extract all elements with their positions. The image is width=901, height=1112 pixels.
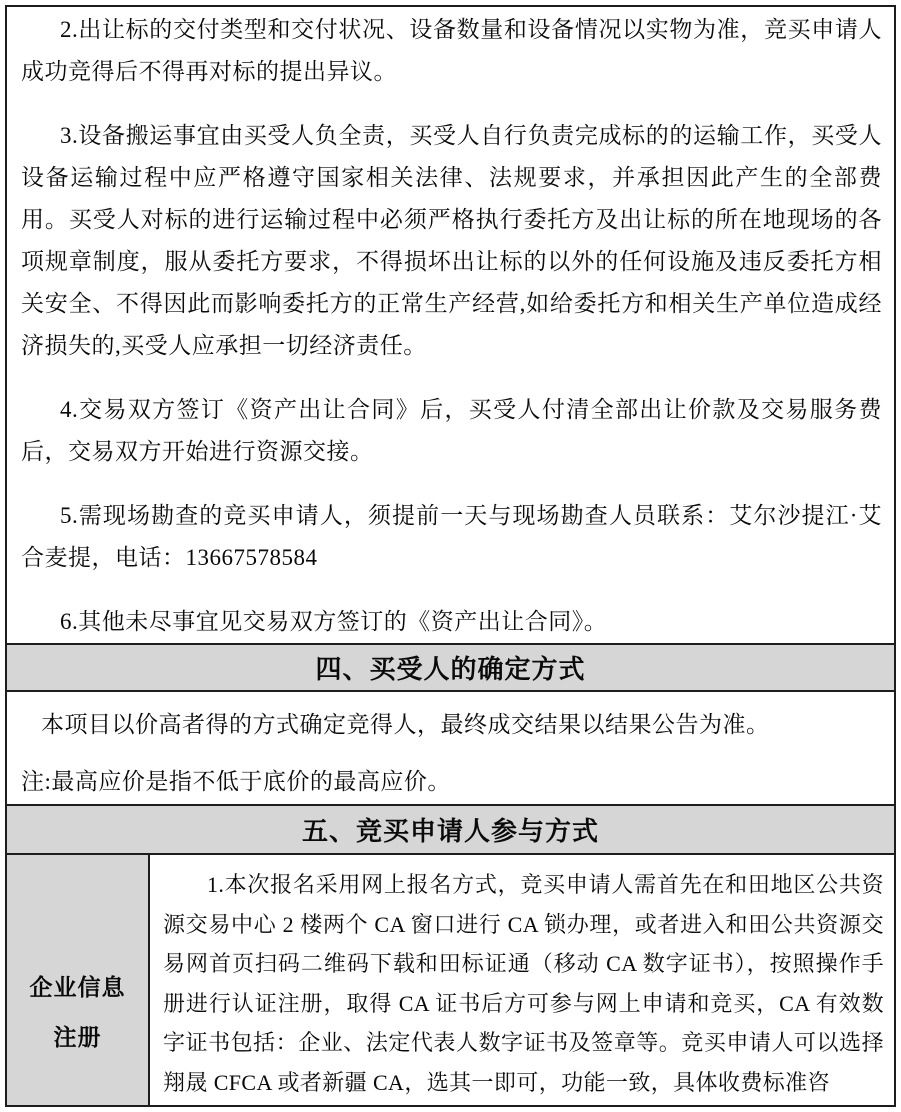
section4-header-band <box>7 643 894 692</box>
section-terms <box>7 7 894 643</box>
registration-label-line2: 注册 <box>53 1025 102 1050</box>
registration-row <box>7 855 894 1105</box>
term-paragraph-4: 4.交易双方签订《资产出让合同》后，买受人付清全部出让价款及交易服务费后，交易双方开始进行资源交接。 <box>21 397 882 464</box>
determination-note: 注:最高应价是指不低于底价的最高应价。 <box>21 769 451 794</box>
term-paragraph-2: 2.出让标的交付类型和交付状况、设备数量和设备情况以实物为准，竞买申请人成功竞得后不得再对标的提出异议。 <box>21 17 882 84</box>
term-paragraph-5: 5.需现场勘查的竞买申请人，须提前一天与现场勘查人员联系：艾尔沙提江·艾合麦提，电话：13667578584 <box>21 503 882 570</box>
registration-text: 1.本次报名采用网上报名方式，竞买申请人需首先在和田地区公共资源交易中心 2 楼两个 CA 窗口进行 CA 锁办理，或者进入和田公共资源交易网首页扫码二维码下载和田标证通（移动 CA 数字证书），按照操作手册进行认证注册，取得 CA 证书后方可参与网上申请和竞买，CA 有效数字证书包括：企业、法定代表人数字证书及签章等。竞买申请人可以选择翔晟 CFCA 或者新疆 CA，选其一即可，功能一致，具体收费标准咨 <box>163 872 884 1095</box>
section5-title: 五、竞买申请人参与方式 <box>301 817 599 846</box>
section4-title: 四、买受人的确定方式 <box>315 655 586 684</box>
registration-label-cell <box>7 855 150 1105</box>
section5-header-band <box>7 804 894 855</box>
section4-body <box>7 692 894 804</box>
registration-label-line1: 企业信息 <box>29 975 126 1000</box>
registration-content-cell <box>150 855 894 1105</box>
determination-text: 本项目以价高者得的方式确定竞得人，最终成交结果以结果公告为准。 <box>41 712 770 737</box>
term-paragraph-6: 6.其他未尽事宜见交易双方签订的《资产出让合同》。 <box>60 609 608 634</box>
term-paragraph-3: 3.设备搬运事宜由买受人负全责，买受人自行负责完成标的的运输工作，买受人设备运输过程中应严格遵守国家相关法律、法规要求，并承担因此产生的全部费用。买受人对标的进行运输过程中必须严格执行委托方及出让标的所在地现场的各项规章制度，服从委托方要求，不得损坏出让标的以外的任何设施及违反委托方相关安全、不得因此而影响委托方的正常生产经营,如给委托方和相关生产单位造成经济损失的,买受人应承担一切经济责任。 <box>21 123 882 358</box>
notice-table <box>5 5 896 1107</box>
